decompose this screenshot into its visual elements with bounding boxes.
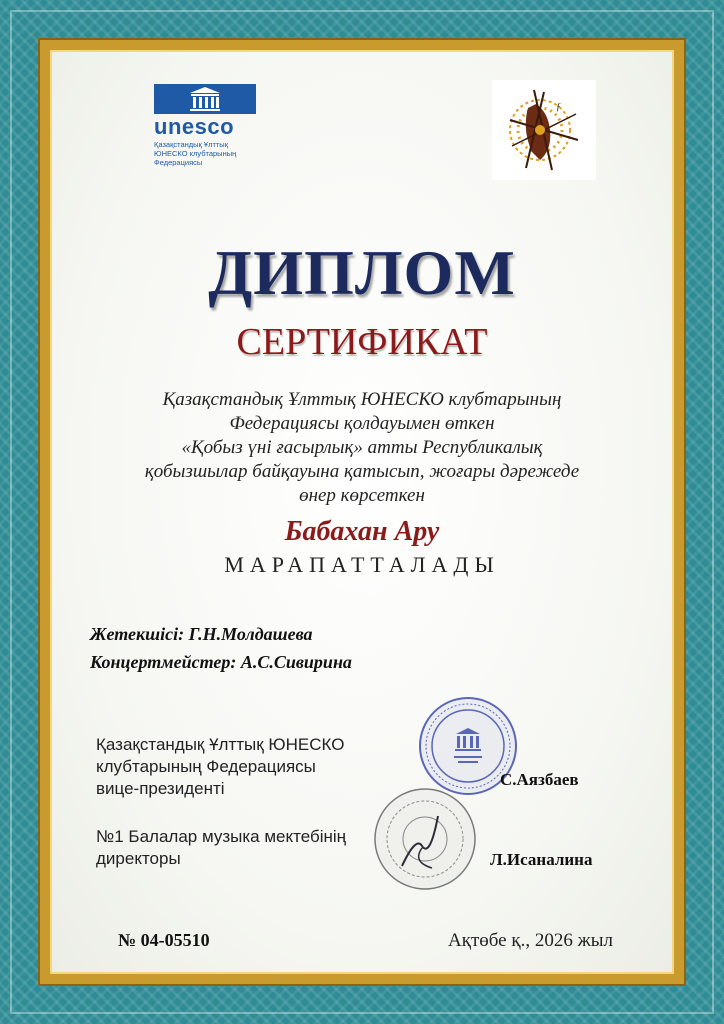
position-line: Қазақстандық Ұлттық ЮНЕСКО	[96, 735, 345, 754]
description-line: қобызшылар байқауына қатысып, жоғары дәрежеде	[144, 461, 580, 482]
unesco-caption-line: ЮНЕСКО клубтарының	[154, 149, 237, 158]
unesco-temple-icon	[154, 84, 256, 114]
signature-block-vice-president	[96, 734, 344, 800]
position-line: директоры	[96, 849, 181, 868]
signatory-name: Л.Исаналина	[490, 850, 593, 869]
unesco-caption	[154, 140, 264, 167]
signatory-name: С.Аязбаев	[500, 770, 579, 789]
signature-block-director	[96, 826, 346, 870]
certificate-subtitle: СЕРТИФИКАТ	[236, 321, 488, 363]
mentor-line: Жетекшісі: Г.Н.Молдашева	[90, 624, 313, 644]
position-line: вице-президенті	[96, 779, 225, 798]
certificate-number: № 04-05510	[118, 930, 210, 950]
unesco-caption-line: Қазақстандық Ұлттық	[154, 140, 228, 149]
recipient-name: Бабахан Ару	[284, 516, 440, 547]
city-and-year: Ақтөбе қ., 2026 жыл	[448, 930, 613, 951]
description-line: өнер көрсеткен	[299, 485, 425, 506]
position-line: клубтарының Федерациясы	[96, 757, 316, 776]
unesco-caption-line: Федерациясы	[154, 158, 203, 167]
award-description	[100, 388, 624, 508]
mentor-block	[90, 620, 352, 676]
school-seal-stamp	[372, 786, 478, 892]
description-line: Қазақстандық Ұлттық ЮНЕСКО клубтарының	[162, 389, 562, 410]
position-line: №1 Балалар музыка мектебінің	[96, 827, 347, 846]
diploma-title: ДИПЛОМ	[208, 237, 516, 308]
description-line: Федерациясы қолдауымен өткен	[229, 413, 495, 434]
kobyz-emblem-icon	[492, 80, 596, 180]
award-verb: МАРАПАТТАЛАДЫ	[224, 552, 500, 577]
svg-text:ƒ: ƒ	[556, 102, 561, 113]
unesco-wordmark: unesco	[154, 114, 235, 139]
unesco-logo	[154, 84, 264, 170]
accompanist-line: Концертмейстер: А.С.Сивирина	[90, 652, 352, 672]
description-line: «Қобыз үні ғасырлық» атты Республикалық	[181, 437, 543, 458]
